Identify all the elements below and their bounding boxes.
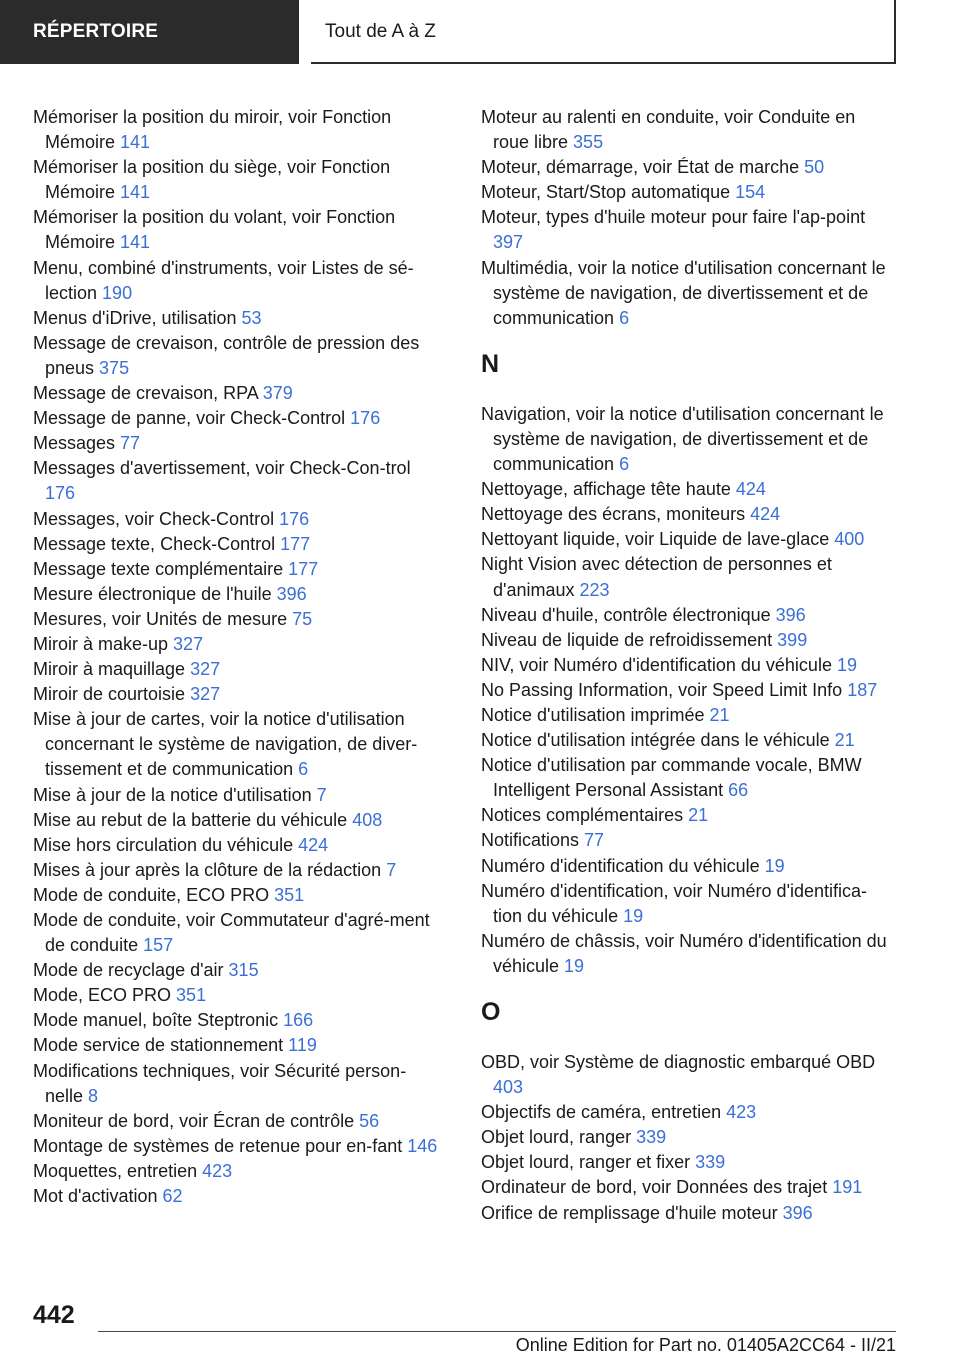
index-column-right [481, 105, 896, 1226]
chapter-tab: RÉPERTOIRE [0, 0, 299, 64]
index-entry [33, 205, 443, 255]
entry-text: Mémoriser la position du volant, voir Fonction Mémoire [33, 207, 396, 253]
entry-text: Moquettes, entretien [33, 1160, 203, 1181]
index-entry [481, 1201, 896, 1226]
index-entry [33, 657, 443, 682]
index-entry [481, 929, 896, 979]
entry-text: Notices complémentaires [481, 805, 689, 826]
entry-text: Numéro de châssis, voir Numéro d'identification du véhicule [481, 930, 887, 976]
page-reference-link[interactable]: 19 [564, 955, 585, 976]
entry-text: Night Vision avec détection de personnes et d'animaux [481, 554, 832, 600]
entry-text: Mode, ECO PRO [33, 985, 177, 1006]
page-reference-link[interactable]: 176 [45, 483, 76, 504]
page-reference-link[interactable]: 75 [292, 608, 313, 629]
index-entry [481, 552, 896, 602]
index-entry [33, 1033, 443, 1058]
page-reference-link[interactable]: 355 [573, 132, 604, 153]
index-entry [481, 828, 896, 853]
entry-text: Numéro d'identification du véhicule [481, 855, 765, 876]
entry-text: Message de crevaison, RPA [33, 383, 263, 404]
index-entry [33, 883, 443, 908]
page-reference-link[interactable]: 6 [619, 307, 630, 328]
entry-text: Menus d'iDrive, utilisation [33, 307, 242, 328]
page-reference-link[interactable]: 379 [262, 383, 293, 404]
index-entry [33, 582, 443, 607]
footer-edition: Online Edition for Part no. 01405A2CC64 - II/21 [515, 1335, 896, 1355]
page-reference-link[interactable]: 21 [834, 730, 855, 751]
index-entry [481, 653, 896, 678]
entry-text: Moteur, démarrage, voir État de marche [481, 157, 805, 178]
entry-text: Mise hors circulation du véhicule [33, 834, 299, 855]
entry-text: Mode manuel, boîte Steptronic [33, 1010, 284, 1031]
index-entry [481, 1125, 896, 1150]
index-entry [33, 607, 443, 632]
page-reference-link[interactable]: 339 [695, 1152, 726, 1173]
index-entry [481, 728, 896, 753]
page-reference-link[interactable]: 19 [836, 654, 857, 675]
index-entry [481, 628, 896, 653]
index-entry [481, 205, 896, 255]
entry-text: Mémoriser la position du siège, voir Fonction Mémoire [33, 157, 391, 203]
page-reference-link[interactable]: 327 [190, 684, 221, 705]
index-entry [481, 879, 896, 929]
entry-text: Messages [33, 433, 121, 454]
entry-text: Nettoyage des écrans, moniteurs [481, 504, 751, 525]
index-entry [33, 306, 443, 331]
section-title: Tout de A à Z [311, 0, 896, 64]
entry-text: Nettoyant liquide, voir Liquide de lave-glace [481, 529, 835, 550]
index-entry [33, 1109, 443, 1134]
entry-text: Numéro d'identification, voir Numéro d'identifica‐tion du véhicule [481, 880, 868, 926]
page-reference-link[interactable]: 408 [352, 809, 383, 830]
entry-text: Navigation, voir la notice d'utilisation concernant le système de navigation, de divertissement et de communication [481, 403, 884, 475]
index-entry [481, 180, 896, 205]
index-entry [33, 1159, 443, 1184]
entry-text: Notice d'utilisation imprimée [481, 704, 710, 725]
index-entry [481, 854, 896, 879]
page-reference-link[interactable]: 7 [316, 784, 327, 805]
page-reference-link[interactable]: 77 [584, 830, 605, 851]
entry-text: Mise à jour de cartes, voir la notice d'utilisation concernant le système de navigation, de diver‐tissement et de communication [33, 709, 418, 780]
entry-text: Moteur, types d'huile moteur pour faire l'ap‐point [481, 207, 866, 228]
index-entry [33, 833, 443, 858]
entry-text: Message texte complémentaire [33, 558, 289, 579]
index-entry [481, 155, 896, 180]
page-reference-link[interactable]: 8 [88, 1085, 99, 1106]
index-entry [33, 808, 443, 833]
entry-text: Multimédia, voir la notice d'utilisation concernant le système de navigation, de divertissement et de communication [481, 257, 886, 328]
entry-text: Mise au rebut de la batterie du véhicule [33, 809, 353, 830]
entry-text: Modifications techniques, voir Sécurité person‐nelle [33, 1060, 407, 1106]
page-reference-link[interactable]: 177 [280, 533, 311, 554]
page-reference-link[interactable]: 176 [350, 408, 381, 429]
page-reference-link[interactable]: 396 [276, 583, 307, 604]
index-entry [481, 678, 896, 703]
index-entry [33, 1184, 443, 1209]
page-reference-link[interactable]: 119 [288, 1035, 317, 1056]
index-entry [481, 502, 896, 527]
page-reference-link[interactable]: 62 [162, 1186, 183, 1207]
entry-text: Mesures, voir Unités de mesure [33, 608, 293, 629]
index-entry [33, 532, 443, 557]
index-entry [33, 331, 443, 381]
page-reference-link[interactable]: 166 [283, 1010, 314, 1031]
index-entry [33, 632, 443, 657]
index-column-left [33, 105, 443, 1209]
page-reference-link[interactable]: 315 [228, 960, 259, 981]
entry-text: Orifice de remplissage d'huile moteur [481, 1202, 783, 1223]
page-reference-link[interactable]: 53 [241, 307, 262, 328]
index-entry [33, 983, 443, 1008]
index-entry [33, 682, 443, 707]
page-reference-link[interactable]: 191 [832, 1177, 863, 1198]
entry-text: Moniteur de bord, voir Écran de contrôle [33, 1110, 360, 1131]
index-entry [481, 256, 896, 331]
page-reference-link[interactable]: 423 [202, 1160, 233, 1181]
page-reference-link[interactable]: 424 [735, 479, 766, 500]
entry-text: Miroir à make-up [33, 633, 174, 654]
entry-text: Niveau de liquide de refroidissement [481, 629, 778, 650]
entry-text: No Passing Information, voir Speed Limit Info [481, 679, 848, 700]
page-reference-link[interactable]: 424 [750, 504, 781, 525]
index-entry [33, 507, 443, 532]
entry-text: Nettoyage, affichage tête haute [481, 479, 736, 500]
index-entry [481, 1150, 896, 1175]
page-reference-link[interactable]: 399 [777, 629, 808, 650]
section-letter-heading: N [481, 349, 500, 378]
page-reference-link[interactable]: 190 [102, 282, 133, 303]
page-reference-link[interactable]: 327 [173, 633, 204, 654]
page-reference-link[interactable]: 157 [143, 935, 174, 956]
page-reference-link[interactable]: 339 [636, 1127, 667, 1148]
entry-text: Miroir à maquillage [33, 659, 191, 680]
index-entry [33, 1008, 443, 1033]
section-letter-heading: O [481, 998, 501, 1026]
index-entry [33, 406, 443, 431]
page-reference-link[interactable]: 19 [764, 855, 785, 876]
index-entry [481, 1050, 896, 1100]
entry-text: Ordinateur de bord, voir Données des trajet [481, 1177, 833, 1198]
page-reference-link[interactable]: 400 [834, 529, 865, 550]
entry-text: Mode de conduite, voir Commutateur d'agré‐ment de conduite [33, 910, 430, 956]
entry-text: Montage de systèmes de retenue pour en‐fant [33, 1135, 408, 1156]
entry-text: Message de crevaison, contrôle de pression des pneus [33, 332, 420, 378]
page-reference-link[interactable]: 223 [579, 579, 610, 600]
entry-text: Moteur, Start/Stop automatique [481, 182, 736, 203]
page-reference-link[interactable]: 6 [619, 454, 630, 475]
index-entry [33, 105, 443, 155]
index-entry [33, 783, 443, 808]
page-reference-link[interactable]: 327 [190, 659, 221, 680]
page-reference-link[interactable]: 66 [728, 780, 749, 801]
page-reference-link[interactable]: 50 [804, 157, 825, 178]
page-reference-link[interactable]: 19 [623, 905, 644, 926]
page-reference-link[interactable]: 176 [279, 508, 310, 529]
index-entry [33, 1134, 443, 1159]
entry-text: Messages, voir Check-Control [33, 508, 280, 529]
entry-text: Mise à jour de la notice d'utilisation [33, 784, 317, 805]
entry-text: Notice d'utilisation intégrée dans le véhicule [481, 730, 835, 751]
page-reference-link[interactable]: 375 [99, 357, 130, 378]
entry-text: Mot d'activation [33, 1186, 163, 1207]
entry-text: Mesure électronique de l'huile [33, 583, 277, 604]
entry-text: Mises à jour après la clôture de la rédaction [33, 859, 387, 880]
index-entry [33, 557, 443, 582]
footer-divider [98, 1331, 896, 1332]
entry-text: Notice d'utilisation par commande vocale, BMW Intelligent Personal Assistant [481, 755, 862, 801]
entry-text: Mode service de stationnement [33, 1035, 289, 1056]
entry-text: Objet lourd, ranger [481, 1127, 637, 1148]
index-entry [33, 858, 443, 883]
page-reference-link[interactable]: 396 [775, 604, 806, 625]
page-reference-link[interactable]: 403 [493, 1077, 524, 1098]
index-entry [481, 402, 896, 477]
index-entry [481, 803, 896, 828]
page-reference-link[interactable]: 423 [726, 1102, 757, 1123]
index-entry [481, 477, 896, 502]
index-entry [33, 431, 443, 456]
page-reference-link[interactable]: 397 [493, 232, 524, 253]
index-entry [33, 456, 443, 506]
page-reference-link[interactable]: 21 [709, 704, 730, 725]
index-entry [33, 256, 443, 306]
index-entry [33, 908, 443, 958]
entry-text: Message texte, Check-Control [33, 533, 281, 554]
page-reference-link[interactable]: 141 [120, 132, 151, 153]
index-entry [33, 1059, 443, 1109]
page-reference-link[interactable]: 77 [120, 433, 141, 454]
entry-text: NIV, voir Numéro d'identification du véhicule [481, 654, 837, 675]
entry-text: OBD, voir Système de diagnostic embarqué OBD [481, 1052, 876, 1072]
page-reference-link[interactable]: 6 [298, 759, 309, 780]
index-entry [481, 105, 896, 155]
entry-text: Mode de conduite, ECO PRO [33, 884, 275, 905]
page-reference-link[interactable]: 141 [120, 182, 151, 203]
index-entry [33, 155, 443, 205]
entry-text: Objet lourd, ranger et fixer [481, 1152, 696, 1173]
page-reference-link[interactable]: 141 [120, 232, 151, 253]
index-entry [481, 1175, 896, 1200]
entry-text: Notifications [481, 830, 585, 851]
page-reference-link[interactable]: 146 [407, 1135, 438, 1156]
page-reference-link[interactable]: 424 [298, 834, 329, 855]
page-reference-link[interactable]: 396 [782, 1202, 813, 1223]
page-reference-link[interactable]: 56 [359, 1110, 380, 1131]
entry-text: Message de panne, voir Check-Control [33, 408, 351, 429]
index-entry [481, 1100, 896, 1125]
page-reference-link[interactable]: 187 [847, 679, 878, 700]
entry-text: Moteur au ralenti en conduite, voir Conduite en roue libre [481, 107, 856, 153]
entry-text: Menu, combiné d'instruments, voir Listes de sé‐lection [33, 257, 414, 303]
index-entry [481, 527, 896, 552]
entry-text: Mémoriser la position du miroir, voir Fonction Mémoire [33, 107, 392, 153]
page-reference-link[interactable]: 154 [735, 182, 766, 203]
entry-text: Messages d'avertissement, voir Check-Con‐trol [33, 458, 411, 479]
index-entry [33, 707, 443, 782]
entry-text: Mode de recyclage d'air [33, 960, 229, 981]
index-entry [33, 958, 443, 983]
index-entry [481, 753, 896, 803]
page-reference-link[interactable]: 351 [274, 884, 305, 905]
entry-text: Niveau d'huile, contrôle électronique [481, 604, 776, 625]
index-entry [33, 381, 443, 406]
page-reference-link[interactable]: 351 [176, 985, 207, 1006]
page-reference-link[interactable]: 177 [288, 558, 319, 579]
page-number: 442 [33, 1301, 75, 1329]
index-entry [481, 603, 896, 628]
entry-text: Objectifs de caméra, entretien [481, 1102, 727, 1123]
entry-text: Miroir de courtoisie [33, 684, 191, 705]
page-reference-link[interactable]: 7 [386, 859, 397, 880]
page-reference-link[interactable]: 21 [688, 805, 709, 826]
index-entry [481, 703, 896, 728]
